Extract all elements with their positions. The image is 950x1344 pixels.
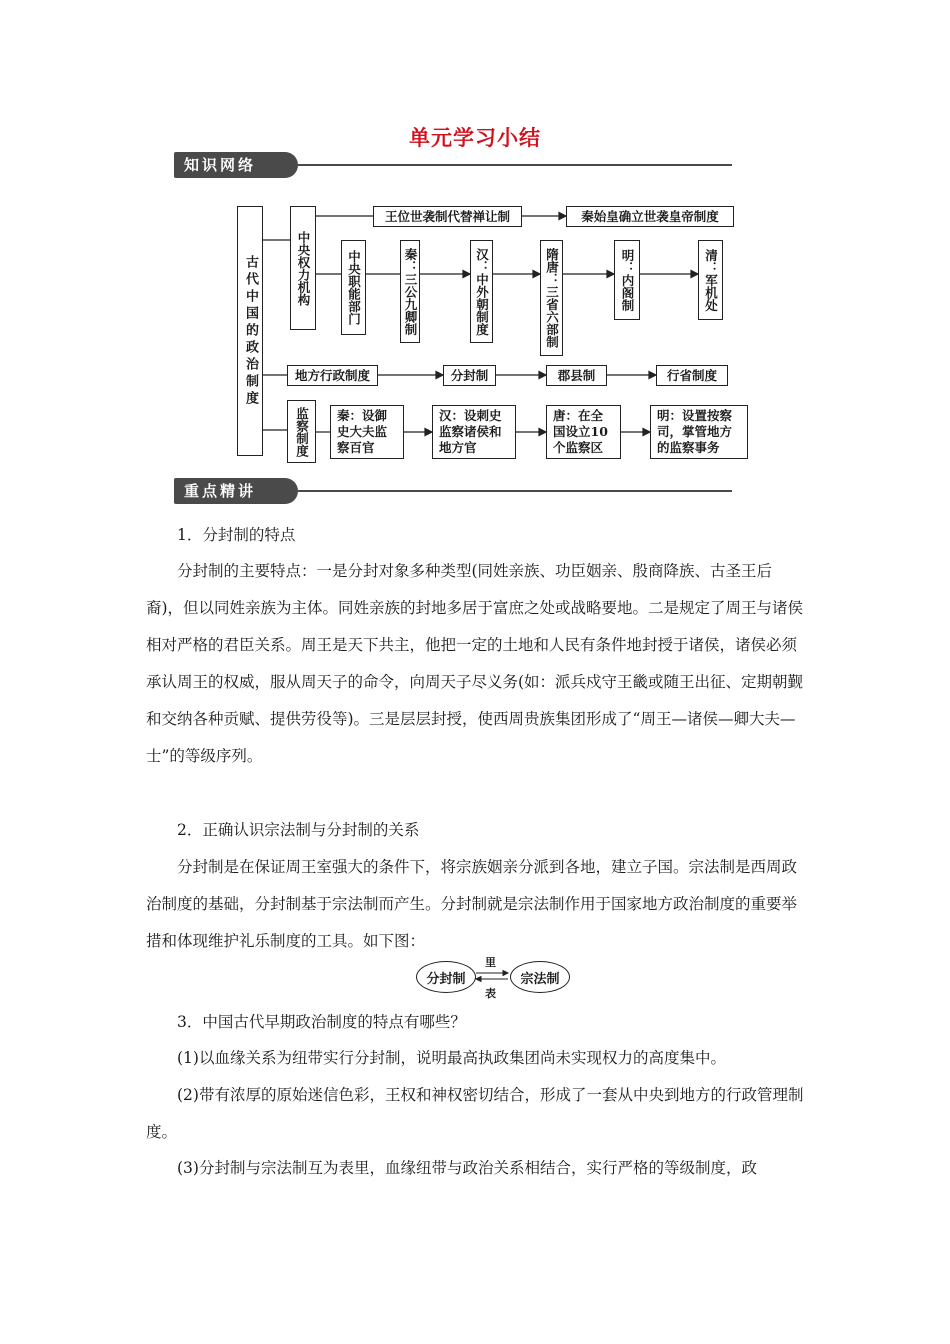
diagram-succession1: 王位世袭制代替禅让制 [373, 206, 522, 227]
relation-top-label: 里 [485, 956, 496, 969]
diagram-han: 汉：中外朝制度 [470, 240, 493, 343]
diagram-root: 古代中国的政治制度 [237, 206, 263, 456]
diagram-junxian: 郡县制 [546, 365, 607, 386]
heading-3: 3．中国古代早期政治制度的特点有哪些？ [177, 1013, 466, 1031]
diagram-ming: 明：内阁制 [614, 240, 640, 320]
heading-1: 1．分封制的特点 [177, 526, 296, 544]
diagram-qin-sup: 秦：设御史大夫监察百官 [330, 405, 404, 459]
diagram-han-sup: 汉：设刺史监察诸侯和地方官 [432, 405, 516, 459]
paragraph-4: (2)带有浓厚的原始迷信色彩，王权和神权密切结合，形成了一套从中央到地方的行政管理制度。 [146, 1086, 804, 1141]
diagram-central-dept: 中央职能部门 [341, 240, 366, 335]
dot-icon [154, 486, 164, 496]
paragraph-5: (3)分封制与宗法制互为表里，血缘纽带与政治关系相结合，实行严格的等级制度，政 [177, 1159, 757, 1177]
paragraph-1: 分封制的主要特点：一是分封对象多种类型(同姓亲族、功臣姻亲、殷商降族、古圣王后裔)，但以同姓亲族为主体。同姓亲族的封地多居于富庶之处或战略要地。二是规定了周王与诸侯相对严格的君臣关系。周王是天下共主，他把一定的土地和人民有条件地封授于诸侯，诸侯必须承认周王的权威，服从周天子的命令，向周天子尽义务(如：派兵戍守王畿或随王出征、定期朝觐和交纳各种贡赋、提供劳役等)。三是层层封授，使西周贵族集团形成了“周王—诸侯—卿大夫—士”的等级序列。 [146, 562, 804, 765]
section-tag: 重点精讲 [174, 478, 298, 504]
diagram-local: 地方行政制度 [287, 365, 378, 386]
page-title: 单元学习小结 [409, 125, 541, 150]
paragraph-2: 分封制是在保证周王室强大的条件下，将宗族姻亲分派到各地，建立子国。宗法制是西周政治制度的基础，分封制基于宗法制而产生。分封制就是宗法制作用于国家地方政治制度的重要举措和体现维护礼乐制度的工具。如下图： [146, 858, 798, 950]
diagram-supervision: 监察制度 [287, 400, 316, 463]
diagram-suitang: 隋唐：三省六部制 [540, 240, 563, 356]
diagram-fenfeng: 分封制 [443, 365, 496, 386]
diagram-ming-sup: 明：设置按察司，掌管地方的监察事务 [650, 405, 748, 459]
relation-bottom-label: 表 [485, 987, 496, 1000]
diagram-central: 中央权力机构 [290, 206, 316, 330]
paragraph-3: (1)以血缘关系为纽带实行分封制，说明最高执政集团尚未实现权力的高度集中。 [177, 1049, 726, 1067]
diagram-tang-sup: 唐：在全国设立10个监察区 [546, 405, 621, 459]
section-rule [298, 490, 732, 492]
relation-right: 宗法制 [510, 961, 570, 993]
diagram-qin: 秦：三公九卿制 [400, 240, 420, 343]
relation-left: 分封制 [416, 961, 476, 993]
heading-2: 2．正确认识宗法制与分封制的关系 [177, 821, 420, 839]
diagram-qing: 清：军机处 [698, 240, 723, 320]
diagram-xingsheng: 行省制度 [656, 365, 728, 386]
diagram-succession2: 秦始皇确立世袭皇帝制度 [566, 206, 734, 227]
section-tag: 知识网络 [174, 152, 298, 178]
